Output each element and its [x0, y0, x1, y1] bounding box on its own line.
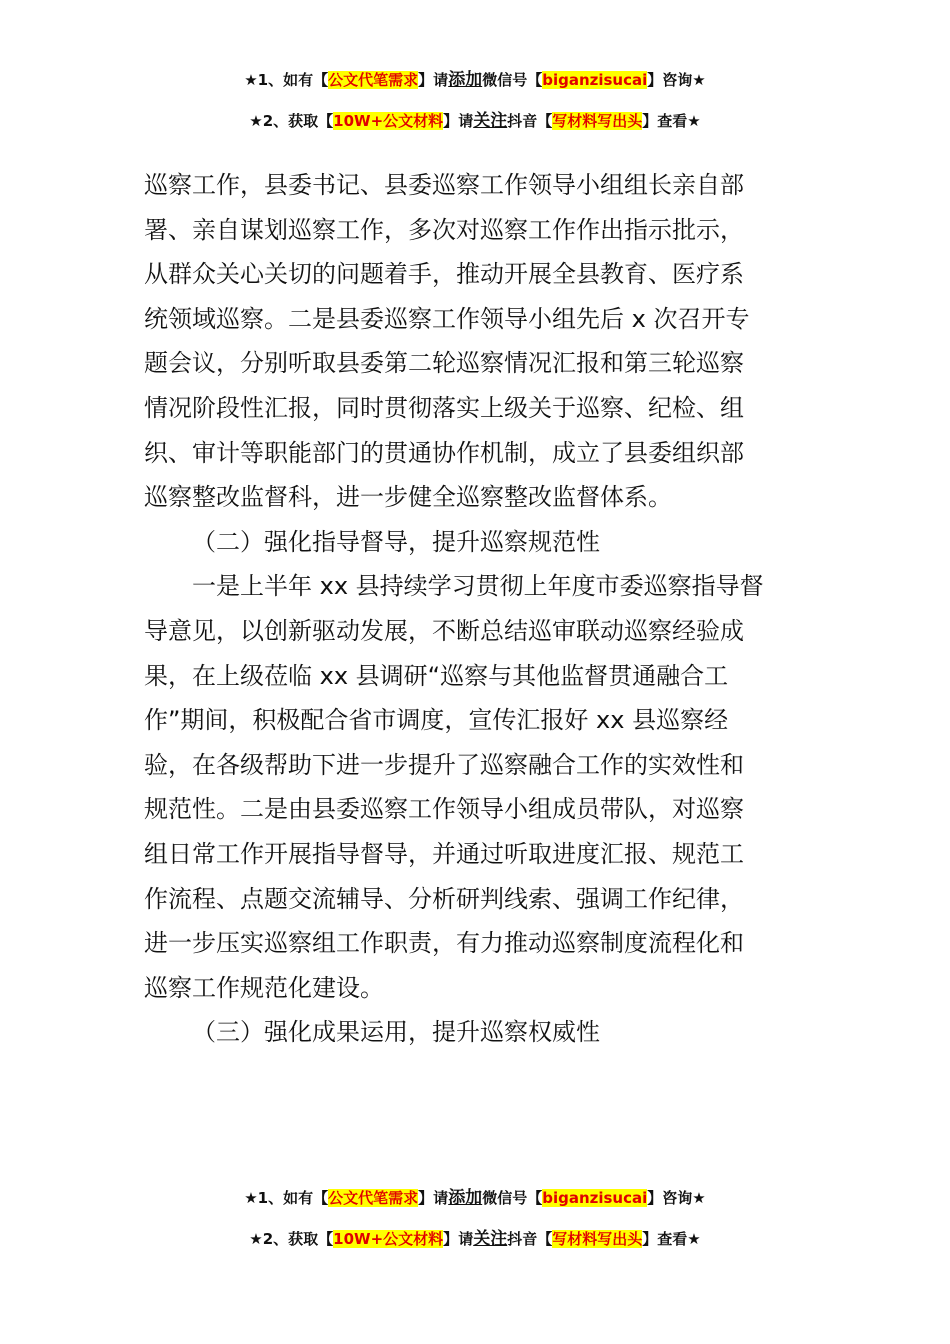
bracket: 】 [642, 112, 658, 130]
section-heading-3: （三）强化成果运用，提升巡察权威性 [192, 1018, 600, 1047]
highlight-douyin-account: 写材料写出头 [552, 112, 643, 130]
bracket: 】 [418, 1189, 434, 1207]
bracket: 】 [642, 1230, 658, 1248]
body-line: 组日常工作开展指导督导，并通过听取进度汇报、规范工 [144, 839, 744, 868]
banner-text: 微信号 [482, 71, 528, 89]
body-line: 署、亲自谋划巡察工作，多次对巡察工作作出指示批示， [144, 215, 744, 244]
highlight-materials: 10W+公文材料 [333, 112, 444, 130]
highlight-writing-service: 公文代笔需求 [328, 1189, 419, 1207]
bracket: 】 [443, 112, 459, 130]
banner-suffix: 咨询★ [662, 1189, 706, 1207]
bracket: 【 [527, 71, 543, 89]
document-body [144, 163, 824, 1055]
body-line: 验，在各级帮助下进一步提升了巡察融合工作的实效性和 [144, 750, 744, 779]
banner-underlined-text: 关注 [473, 111, 508, 131]
banner-text: 请 [433, 1189, 449, 1207]
body-line: 作流程、点题交流辅导、分析研判线索、强调工作纪律， [144, 884, 744, 913]
body-line: 导意见，以创新驱动发展，不断总结巡审联动巡察经验成 [144, 616, 744, 645]
banner-text: 抖音 [507, 1230, 538, 1248]
banner-text: 微信号 [482, 1189, 528, 1207]
banner-underlined-text: 添加 [448, 1188, 483, 1208]
body-line: 一是上半年 xx 县持续学习贯彻上年度市委巡察指导督 [192, 572, 764, 601]
bracket: 【 [318, 1230, 334, 1248]
highlight-wechat-id: biganzisucai [542, 1189, 648, 1207]
bracket: 】 [418, 71, 434, 89]
promo-banner-line-2 [0, 111, 950, 131]
body-line: 题会议，分别听取县委第二轮巡察情况汇报和第三轮巡察 [144, 349, 744, 378]
highlight-wechat-id: biganzisucai [542, 71, 648, 89]
body-line: 统领域巡察。二是县委巡察工作领导小组先后 x 次召开专 [144, 304, 750, 333]
bracket: 【 [313, 1189, 329, 1207]
banner-suffix: 查看★ [657, 112, 701, 130]
bracket: 】 [443, 1230, 459, 1248]
bracket: 】 [647, 1189, 663, 1207]
promo-banner-footer-line-1 [0, 1188, 950, 1208]
body-line: 巡察工作规范化建设。 [144, 973, 384, 1002]
banner-underlined-text: 添加 [448, 70, 483, 90]
banner-prefix: ★2、获取 [249, 1230, 319, 1248]
body-line: 作”期间，积极配合省市调度，宣传汇报好 xx 县巡察经 [144, 706, 729, 735]
banner-text: 抖音 [507, 112, 538, 130]
banner-text: 请 [433, 71, 449, 89]
body-line: 巡察工作，县委书记、县委巡察工作领导小组组长亲自部 [144, 171, 744, 199]
body-line: 进一步压实巡察组工作职责，有力推动巡察制度流程化和 [144, 929, 744, 958]
highlight-materials: 10W+公文材料 [333, 1230, 444, 1248]
highlight-writing-service: 公文代笔需求 [328, 71, 419, 89]
bracket: 【 [313, 71, 329, 89]
bracket: 【 [527, 1189, 543, 1207]
banner-suffix: 咨询★ [662, 71, 706, 89]
banner-prefix: ★1、如有 [244, 71, 314, 89]
bracket: 【 [318, 112, 334, 130]
body-line: 从群众关心关切的问题着手，推动开展全县教育、医疗系 [144, 260, 744, 289]
banner-prefix: ★2、获取 [249, 112, 319, 130]
body-line: 情况阶段性汇报，同时贯彻落实上级关于巡察、纪检、组 [144, 393, 744, 422]
banner-suffix: 查看★ [657, 1230, 701, 1248]
bracket: 】 [647, 71, 663, 89]
highlight-douyin-account: 写材料写出头 [552, 1230, 643, 1248]
banner-underlined-text: 关注 [473, 1229, 508, 1249]
banner-prefix: ★1、如有 [244, 1189, 314, 1207]
bracket: 【 [537, 1230, 553, 1248]
body-line: 巡察整改监督科，进一步健全巡察整改监督体系。 [144, 483, 672, 512]
promo-banner-footer-line-2 [0, 1229, 950, 1249]
body-line: 织、审计等职能部门的贯通协作机制，成立了县委组织部 [144, 438, 744, 467]
body-line: 果，在上级莅临 xx 县调研“巡察与其他监督贯通融合工 [144, 661, 729, 690]
promo-banner-line-1 [0, 70, 950, 90]
section-heading-2: （二）强化指导督导，提升巡察规范性 [192, 527, 600, 556]
body-line: 规范性。二是由县委巡察工作领导小组成员带队，对巡察 [144, 795, 744, 824]
banner-text: 请 [458, 112, 474, 130]
banner-text: 请 [458, 1230, 474, 1248]
bracket: 【 [537, 112, 553, 130]
